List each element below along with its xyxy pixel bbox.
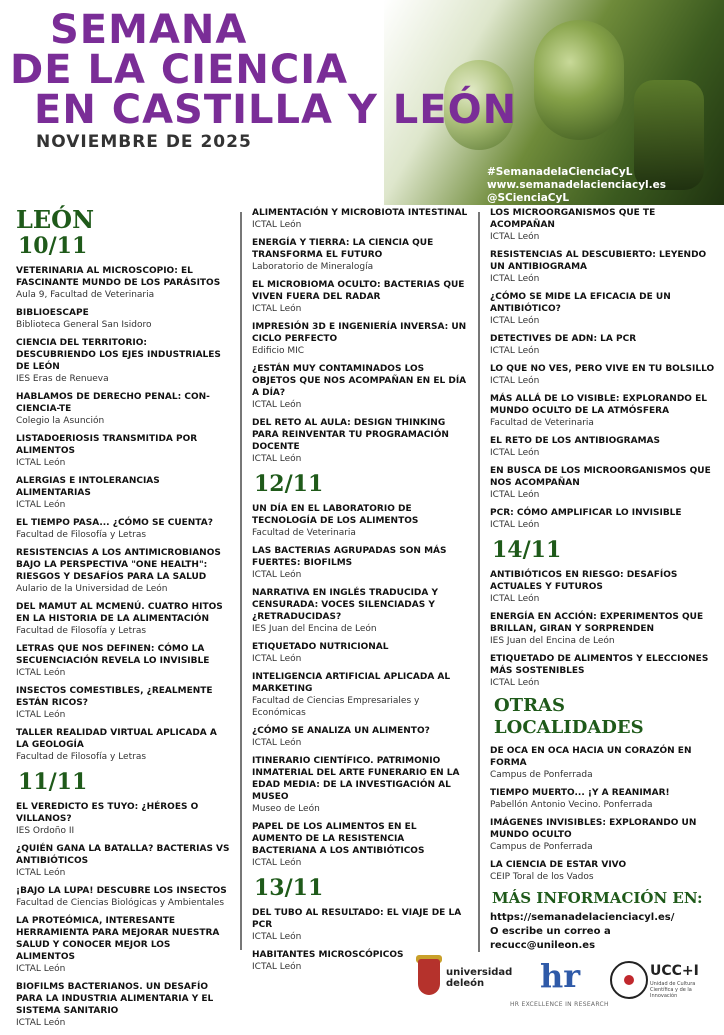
event-item xyxy=(490,207,716,243)
event-title: RESISTENCIAS AL DESCUBIERTO: LEYENDO UN ANTIBIOGRAMA xyxy=(490,250,707,272)
title-line: SEMANA xyxy=(50,7,248,53)
event-place: Facultad de Filosofía y Letras xyxy=(16,752,147,762)
event-title: INSECTOS COMESTIBLES, ¿REALMENTE ESTÁN RICOS? xyxy=(16,686,213,708)
event-item xyxy=(490,787,716,811)
event-title: BIOFILMS BACTERIANOS. UN DESAFÍO PARA LA INDUSTRIA ALIMENTARIA Y EL SISTEMA SANITARIO xyxy=(16,982,214,1016)
event-item xyxy=(490,859,716,883)
event-title: ENERGÍA EN ACCIÓN: EXPERIMENTOS QUE BRILLAN, GIRAN Y SORPRENDEN xyxy=(490,612,704,634)
event-date: NOVIEMBRE DE 2025 xyxy=(36,132,252,152)
event-list xyxy=(252,207,468,465)
event-place: ICTAL León xyxy=(252,220,302,230)
event-place: CEIP Toral de los Vados xyxy=(490,872,594,882)
event-place: IES Ordoño II xyxy=(16,826,75,836)
city-heading: LEÓN xyxy=(16,205,95,234)
event-list xyxy=(490,207,716,531)
event-list xyxy=(252,503,468,869)
event-title: ¿QUIÉN GANA LA BATALLA? BACTERIAS VS ANTIBIÓTICOS xyxy=(16,844,230,866)
event-place: ICTAL León xyxy=(490,232,540,242)
university-name-line: deleón xyxy=(446,978,485,989)
event-item xyxy=(252,321,468,357)
schedule-column-2 xyxy=(252,207,468,979)
event-item xyxy=(490,569,716,605)
event-place: IES Eras de Renueva xyxy=(16,374,109,384)
university-name xyxy=(446,967,512,989)
event-item xyxy=(252,207,468,231)
event-item xyxy=(490,393,716,429)
day-heading: 11/11 xyxy=(18,769,88,795)
event-item xyxy=(252,587,468,635)
event-title: ITINERARIO CIENTÍFICO. PATRIMONIO INMATERIAL DEL ARTE FUNERARIO EN LA EDAD MEDIA: DE LA INVESTIGACIÓN AL MUSEO xyxy=(252,756,460,802)
event-place: Facultad de Veterinaria xyxy=(490,418,594,428)
event-title: ALERGIAS E INTOLERANCIAS ALIMENTARIAS xyxy=(16,476,160,498)
event-item xyxy=(252,237,468,273)
hr-excellence-caption: HR EXCELLENCE IN RESEARCH xyxy=(510,1001,609,1008)
event-title: LO QUE NO VES, PERO VIVE EN TU BOLSILLO xyxy=(490,364,715,374)
event-item xyxy=(252,279,468,315)
event-item xyxy=(252,821,468,869)
event-title: ETIQUETADO NUTRICIONAL xyxy=(252,642,389,652)
event-item xyxy=(252,545,468,581)
day-heading: 14/11 xyxy=(492,537,562,563)
event-title: EL TIEMPO PASA... ¿CÓMO SE CUENTA? xyxy=(16,518,213,528)
more-info-url[interactable]: https://semanadelacienciacyl.es/ xyxy=(490,912,675,923)
event-title xyxy=(10,7,518,133)
event-title: LETRAS QUE NOS DEFINEN: CÓMO LA SECUENCIACIÓN REVELA LO INVISIBLE xyxy=(16,644,210,666)
event-title: ¡BAJO LA LUPA! DESCUBRE LOS INSECTOS xyxy=(16,886,227,896)
event-item xyxy=(16,391,230,427)
event-place: ICTAL León xyxy=(252,570,302,580)
event-title: EL VEREDICTO ES TUYO: ¿HÉROES O VILLANOS? xyxy=(16,802,199,824)
title-line: DE LA CIENCIA xyxy=(10,47,349,93)
event-title: INTELIGENCIA ARTIFICIAL APLICADA AL MARKETING xyxy=(252,672,451,694)
event-place: ICTAL León xyxy=(16,964,66,974)
logos-footer xyxy=(410,955,724,1015)
event-title: ¿CÓMO SE ANALIZA UN ALIMENTO? xyxy=(252,726,430,736)
event-item xyxy=(490,465,716,501)
event-title: TALLER REALIDAD VIRTUAL APLICADA A LA GEOLOGÍA xyxy=(16,728,217,750)
event-item xyxy=(16,265,230,301)
event-item xyxy=(252,641,468,665)
event-place: Facultad de Ciencias Empresariales y Económicas xyxy=(252,696,420,718)
event-item xyxy=(490,611,716,647)
event-item xyxy=(252,503,468,539)
event-place: ICTAL León xyxy=(252,454,302,464)
event-title: DE OCA EN OCA HACIA UN CORAZÓN EN FORMA xyxy=(490,746,692,768)
event-list xyxy=(490,569,716,689)
event-place: ICTAL León xyxy=(16,1018,66,1028)
event-item xyxy=(252,671,468,719)
event-place: Pabellón Antonio Vecino. Ponferrada xyxy=(490,800,653,810)
event-title: LA CIENCIA DE ESTAR VIVO xyxy=(490,860,627,870)
event-item xyxy=(490,745,716,781)
event-place: Laboratorio de Mineralogía xyxy=(252,262,374,272)
event-place: Edificio MIC xyxy=(252,346,305,356)
event-item xyxy=(252,363,468,411)
hr-excellence-logo: hr xyxy=(540,957,581,995)
day-heading: 13/11 xyxy=(254,875,324,901)
event-place: Facultad de Filosofía y Letras xyxy=(16,530,147,540)
event-item xyxy=(252,907,468,943)
column-divider xyxy=(240,212,242,950)
event-place: Facultad de Veterinaria xyxy=(252,528,356,538)
event-title: DEL RETO AL AULA: DESIGN THINKING PARA REINVENTAR TU PROGRAMACIÓN DOCENTE xyxy=(252,418,449,452)
event-item xyxy=(490,653,716,689)
event-title: ANTIBIÓTICOS EN RIESGO: DESAFÍOS ACTUALES Y FUTUROS xyxy=(490,570,678,592)
event-place: Aula 9, Facultad de Veterinaria xyxy=(16,290,155,300)
event-place: ICTAL León xyxy=(252,738,302,748)
event-item xyxy=(16,981,230,1029)
event-title: VETERINARIA AL MICROSCOPIO: EL FASCINANTE MUNDO DE LOS PARÁSITOS xyxy=(16,266,221,288)
event-place: Colegio la Asunción xyxy=(16,416,105,426)
event-item xyxy=(16,685,230,721)
event-title: HABLAMOS DE DERECHO PENAL: CON-CIENCIA-TE xyxy=(16,392,210,414)
event-title: ENERGÍA Y TIERRA: LA CIENCIA QUE TRANSFORMA EL FUTURO xyxy=(252,238,434,260)
event-title: IMÁGENES INVISIBLES: EXPLORANDO UN MUNDO OCULTO xyxy=(490,818,697,840)
event-item xyxy=(490,249,716,285)
atom-icon xyxy=(610,961,648,999)
event-place: ICTAL León xyxy=(490,274,540,284)
microscope-lens-shape xyxy=(534,20,624,140)
more-info-heading: MÁS INFORMACIÓN EN: xyxy=(492,889,703,907)
event-title: ALIMENTACIÓN Y MICROBIOTA INTESTINAL xyxy=(252,208,468,218)
event-place: IES Juan del Encina de León xyxy=(490,636,615,646)
shield-icon xyxy=(418,959,440,995)
event-title: ETIQUETADO DE ALIMENTOS Y ELECCIONES MÁS SOSTENIBLES xyxy=(490,654,709,676)
event-place: ICTAL León xyxy=(16,500,66,510)
event-title: LAS BACTERIAS AGRUPADAS SON MÁS FUERTES: BIOFILMS xyxy=(252,546,447,568)
event-place: ICTAL León xyxy=(252,304,302,314)
event-place: Aulario de la Universidad de León xyxy=(16,584,168,594)
event-list xyxy=(16,801,230,1029)
event-item xyxy=(16,915,230,975)
event-item xyxy=(16,801,230,837)
event-place: ICTAL León xyxy=(490,448,540,458)
event-title: IMPRESIÓN 3D E INGENIERÍA INVERSA: UN CICLO PERFECTO xyxy=(252,322,467,344)
event-place: Museo de León xyxy=(252,804,320,814)
event-item xyxy=(16,885,230,909)
ucci-caption: Unidad de Cultura Científica y de la Innovación xyxy=(650,981,696,999)
event-item xyxy=(490,363,716,387)
event-title: DEL TUBO AL RESULTADO: EL VIAJE DE LA PCR xyxy=(252,908,462,930)
event-item xyxy=(16,601,230,637)
day-heading: 12/11 xyxy=(254,471,324,497)
event-item xyxy=(490,507,716,531)
schedule-column-1 xyxy=(16,207,230,1035)
title-line: EN CASTILLA Y LEÓN xyxy=(34,87,518,133)
event-title: NARRATIVA EN INGLÉS TRADUCIDA Y CENSURADA: VOCES SILENCIADAS Y ¿RETRADUCIDAS? xyxy=(252,588,438,622)
event-place: IES Juan del Encina de León xyxy=(252,624,377,634)
event-place: Facultad de Ciencias Biológicas y Ambientales xyxy=(16,898,225,908)
event-place: Campus de Ponferrada xyxy=(490,770,593,780)
event-title: EL RETO DE LOS ANTIBIOGRAMAS xyxy=(490,436,660,446)
ucci-logo-text: UCC+I xyxy=(650,963,699,979)
event-place: ICTAL León xyxy=(252,858,302,868)
event-list xyxy=(16,265,230,763)
event-title: CIENCIA DEL TERRITORIO: DESCUBRIENDO LOS EJES INDUSTRIALES DE LEÓN xyxy=(16,338,221,372)
event-item xyxy=(16,337,230,385)
more-info-email[interactable]: O escribe un correo a recucc@unileon.es xyxy=(490,926,611,951)
event-place: ICTAL León xyxy=(252,932,302,942)
event-place: ICTAL León xyxy=(490,520,540,530)
event-title: MÁS ALLÁ DE LO VISIBLE: EXPLORANDO EL MUNDO OCULTO DE LA ATMÓSFERA xyxy=(490,394,707,416)
event-item xyxy=(16,843,230,879)
schedule-column-3 xyxy=(490,207,716,953)
event-title: EL MICROBIOMA OCULTO: BACTERIAS QUE VIVEN FUERA DEL RADAR xyxy=(252,280,465,302)
event-place: Campus de Ponferrada xyxy=(490,842,593,852)
event-place: ICTAL León xyxy=(16,868,66,878)
event-title: PAPEL DE LOS ALIMENTOS EN EL AUMENTO DE LA RESISTENCIA BACTERIANA A LOS ANTIBIÓTICOS xyxy=(252,822,425,856)
event-place: ICTAL León xyxy=(490,376,540,386)
event-title: LOS MICROORGANISMOS QUE TE ACOMPAÑAN xyxy=(490,208,656,230)
event-place: ICTAL León xyxy=(490,678,540,688)
event-item xyxy=(252,417,468,465)
event-item xyxy=(16,727,230,763)
event-place: ICTAL León xyxy=(490,490,540,500)
event-title: HABITANTES MICROSCÓPICOS xyxy=(252,950,404,960)
event-item xyxy=(16,433,230,469)
event-list xyxy=(490,745,716,883)
event-title: PCR: CÓMO AMPLIFICAR LO INVISIBLE xyxy=(490,508,682,518)
event-item xyxy=(490,333,716,357)
event-item xyxy=(16,307,230,331)
event-place: ICTAL León xyxy=(16,458,66,468)
hashtag: #SemanadelaCienciaCyL xyxy=(486,166,633,178)
event-title: DEL MAMUT AL MCMENÚ. CUATRO HITOS EN LA HISTORIA DE LA ALIMENTACIÓN xyxy=(16,602,223,624)
event-title: LISTADOERIOSIS TRANSMITIDA POR ALIMENTOS xyxy=(16,434,198,456)
header-banner xyxy=(0,0,724,205)
event-title: UN DÍA EN EL LABORATORIO DE TECNOLOGÍA DE LOS ALIMENTOS xyxy=(252,504,419,526)
university-name-line: universidad xyxy=(446,967,513,978)
event-title: ¿CÓMO SE MIDE LA EFICACIA DE UN ANTIBIÓTICO? xyxy=(490,292,671,314)
event-place: ICTAL León xyxy=(252,962,302,972)
event-place: ICTAL León xyxy=(252,654,302,664)
event-item xyxy=(16,517,230,541)
column-divider xyxy=(478,212,480,952)
event-place: Biblioteca General San Isidoro xyxy=(16,320,152,330)
event-place: ICTAL León xyxy=(16,710,66,720)
event-item xyxy=(16,643,230,679)
event-item xyxy=(490,817,716,853)
event-item xyxy=(490,291,716,327)
event-title: EN BUSCA DE LOS MICROORGANISMOS QUE NOS ACOMPAÑAN xyxy=(490,466,711,488)
social-info xyxy=(487,166,666,205)
day-heading: 10/11 xyxy=(18,233,88,259)
website-link[interactable]: www.semanadelacienciacyl.es xyxy=(486,179,666,191)
event-place: ICTAL León xyxy=(490,594,540,604)
event-place: Facultad de Filosofía y Letras xyxy=(16,626,147,636)
event-title: DETECTIVES DE ADN: LA PCR xyxy=(490,334,637,344)
event-title: TIEMPO MUERTO... ¡Y A REANIMAR! xyxy=(490,788,670,798)
event-title: LA PROTEÓMICA, INTERESANTE HERRAMIENTA PARA MEJORAR NUESTRA SALUD Y CONOCER MEJOR LOS ALIMENTOS xyxy=(16,916,220,962)
social-handle: @SCienciaCyL xyxy=(486,192,570,204)
event-item xyxy=(252,725,468,749)
event-item xyxy=(252,755,468,815)
event-place: ICTAL León xyxy=(490,316,540,326)
event-title: RESISTENCIAS A LOS ANTIMICROBIANOS BAJO LA PERSPECTIVA "ONE HEALTH": RIESGOS Y DESAFÍOS PARA LA SALUD xyxy=(16,548,221,582)
event-item xyxy=(490,435,716,459)
event-place: ICTAL León xyxy=(490,346,540,356)
event-item xyxy=(16,475,230,511)
event-item xyxy=(16,547,230,595)
event-title: ¿ESTÁN MUY CONTAMINADOS LOS OBJETOS QUE NOS ACOMPAÑAN EN EL DÍA A DÍA? xyxy=(252,364,467,398)
event-place: ICTAL León xyxy=(252,400,302,410)
event-place: ICTAL León xyxy=(16,668,66,678)
event-title: BIBLIOESCAPE xyxy=(16,308,89,318)
other-locations-heading: OTRAS LOCALIDADES xyxy=(494,695,644,738)
